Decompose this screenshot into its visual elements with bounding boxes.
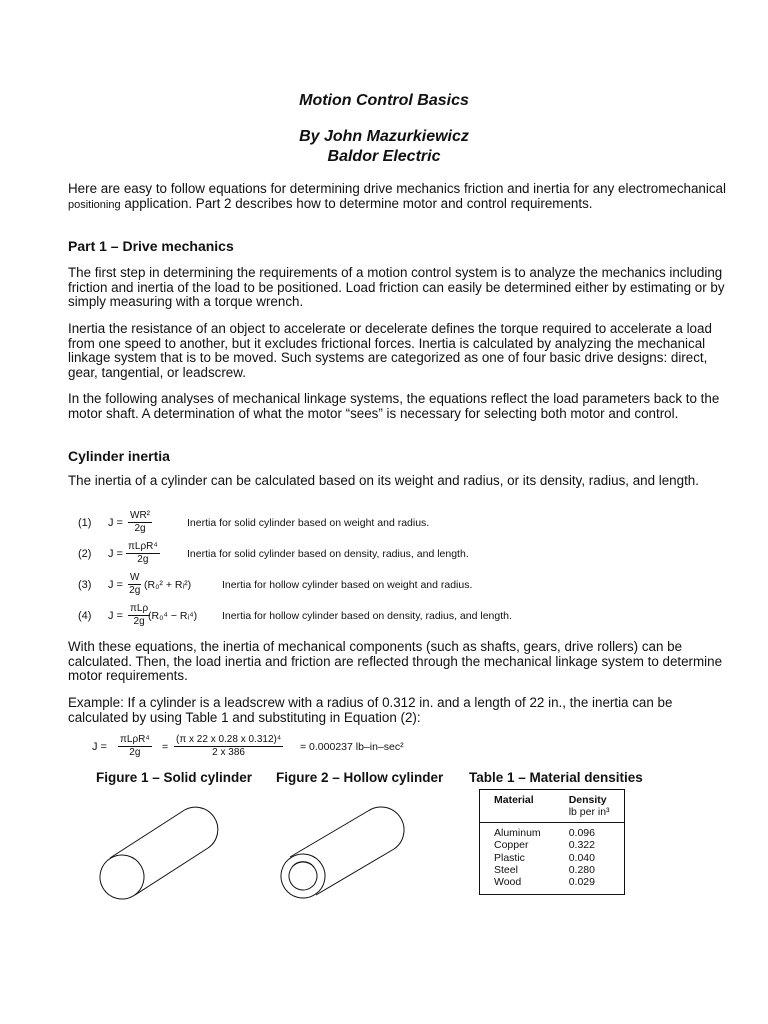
material-cell: Plastic <box>494 851 525 864</box>
intro-text-small: positioning <box>68 198 121 211</box>
author-line: By John Mazurkiewicz <box>299 128 469 145</box>
equation-description: Inertia for hollow cylinder based on weight and radius. <box>222 579 473 591</box>
hollow-cylinder-figure <box>268 795 418 905</box>
denominator: 2g <box>129 585 141 596</box>
equation-remainder: (R₀⁴ − Rᵢ⁴) <box>148 610 198 622</box>
equation-fraction <box>126 541 160 566</box>
table-row <box>480 852 625 864</box>
material-column-header <box>480 790 555 823</box>
denominator: 2g <box>137 554 149 565</box>
equation-lhs: J = <box>108 517 123 529</box>
equation-fraction <box>128 572 141 597</box>
cylinder-inertia-heading: Cylinder inertia <box>68 448 170 464</box>
example-equation <box>92 732 742 762</box>
denominator: 2g <box>133 616 145 627</box>
part1-heading: Part 1 – Drive mechanics <box>68 238 234 254</box>
numerator: (π x 22 x 0.28 x 0.312)⁴ <box>176 734 282 745</box>
numerator: πLρR⁴ <box>120 734 150 745</box>
figure-2-title: Figure 2 – Hollow cylinder <box>276 770 444 785</box>
document-title: Motion Control Basics <box>299 92 469 109</box>
paragraph-1: The first step in determining the requirements of a motion control system is to analyze the mechanics including friction and inertia of the load to be positioned. Load friction can easily be determined either by estimating or by simply measuring with a torque wrench. <box>68 265 725 310</box>
paragraph-2: Inertia the resistance of an object to accelerate or decelerate defines the torque required to accelerate a load from one speed to another, but it excludes frictional forces. Inertia is calculated by analyzing the mechanical linkage system that is to be moved. Such systems are categorized as one of four basic drive designs: direct, gear, tangential, or leadscrew. <box>68 321 712 380</box>
denominator: 2g <box>129 747 141 758</box>
density-unit-text: lb per in³ <box>568 806 610 819</box>
intro-text-2: application. Part 2 describes how to determine motor and control requirements. <box>120 195 593 211</box>
equation-number: (4) <box>78 610 92 622</box>
material-cell: Steel <box>494 864 518 877</box>
equation-remainder: (R₀² + Rᵢ²) <box>144 579 192 591</box>
denominator: 2 x 386 <box>212 747 245 758</box>
company-line: Baldor Electric <box>327 148 441 165</box>
paragraph-3: In the following analyses of mechanical linkage systems, the equations reflect the load parameters back to the motor shaft. A determination of what the motor “sees” is necessary for selecting both motor and control. <box>68 391 720 421</box>
intro-paragraph <box>68 182 728 212</box>
intro-text-1: Here are easy to follow equations for determining drive mechanics friction and inertia for any electromechanical <box>68 181 726 196</box>
numerator: W <box>130 572 140 583</box>
density-cell: 0.322 <box>568 839 595 852</box>
material-header-text: Material <box>494 794 534 806</box>
density-cell: 0.040 <box>568 851 595 864</box>
material-cell: Aluminum <box>494 826 541 839</box>
table-row <box>480 864 625 876</box>
density-cell: 0.096 <box>568 826 595 839</box>
material-cell: Wood <box>494 876 522 889</box>
equation-lhs: J = <box>108 548 123 560</box>
figure-1-title: Figure 1 – Solid cylinder <box>96 770 253 785</box>
equation-lhs: J = <box>108 579 123 591</box>
equation-lhs: J = <box>108 610 123 622</box>
material-cell: Copper <box>494 839 529 852</box>
table-row <box>480 839 625 851</box>
denominator: 2g <box>134 523 146 534</box>
equation-4 <box>78 601 728 631</box>
density-cell: 0.280 <box>568 864 595 877</box>
equals-sign: = <box>162 741 169 753</box>
example-fraction-1 <box>118 734 152 759</box>
table-1-title: Table 1 – Material densities <box>469 770 643 785</box>
equation-lhs: J = <box>92 741 107 753</box>
equation-description: Inertia for hollow cylinder based on density, radius, and length. <box>222 610 512 622</box>
equation-description: Inertia for solid cylinder based on density, radius, and length. <box>187 548 469 560</box>
table-header-row <box>480 790 625 823</box>
numerator: WR² <box>130 510 150 521</box>
equation-3 <box>78 570 728 600</box>
paragraph-6: Example: If a cylinder is a leadscrew with a radius of 0.312 in. and a length of 22 in., the inertia can be calculated by using Table 1 and substituting in Equation (2): <box>68 695 673 725</box>
table-row <box>480 876 625 894</box>
equation-fraction <box>128 510 152 535</box>
equation-number: (2) <box>78 548 92 560</box>
equation-1 <box>78 508 728 538</box>
material-densities-table <box>479 789 625 895</box>
density-cell: 0.029 <box>568 876 595 889</box>
numerator: πLρ <box>130 603 149 614</box>
density-column-header <box>555 790 624 823</box>
equation-number: (1) <box>78 517 92 529</box>
equation-result: = 0.000237 lb–in–sec² <box>300 741 404 753</box>
density-header-text: Density <box>568 794 607 806</box>
equation-number: (3) <box>78 579 92 591</box>
equation-description: Inertia for solid cylinder based on weight and radius. <box>187 517 430 529</box>
paragraph-4: The inertia of a cylinder can be calculated based on its weight and radius, or its density, radius, and length. <box>68 473 699 488</box>
numerator: πLρR⁴ <box>128 541 158 552</box>
solid-cylinder-figure <box>88 795 228 905</box>
equation-2 <box>78 539 728 569</box>
equation-fraction <box>128 603 150 628</box>
example-fraction-2 <box>174 734 283 759</box>
table-row <box>480 822 625 839</box>
paragraph-5: With these equations, the inertia of mechanical components (such as shafts, gears, drive rollers) can be calculated. Then, the load inertia and friction are reflected through the mechanical linkage system to determine motor requirements. <box>68 639 723 684</box>
